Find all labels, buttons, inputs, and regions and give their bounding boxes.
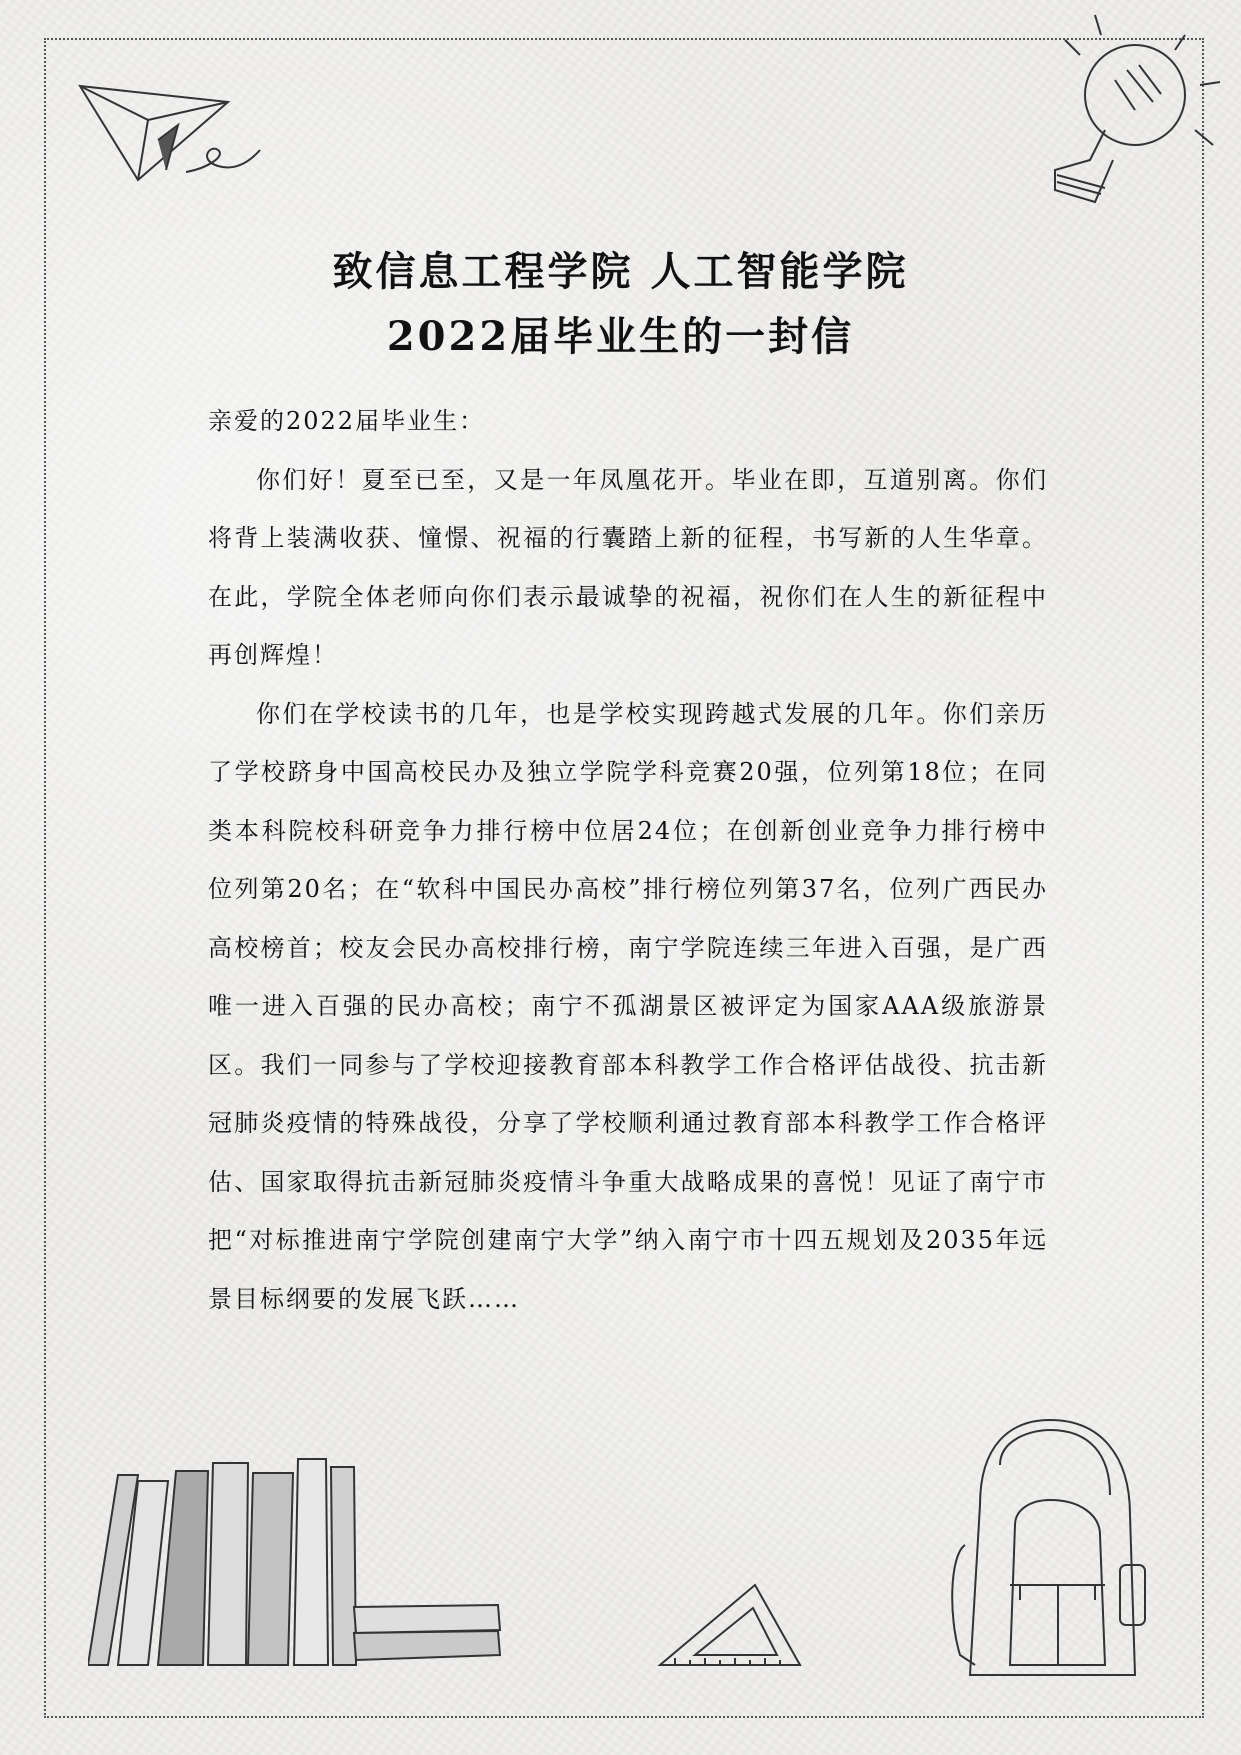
salutation: 亲爱的2022届毕业生： [208, 407, 486, 435]
letter-title-line2: 2022届毕业生的一封信 [386, 313, 855, 360]
books-icon [88, 1455, 508, 1675]
backpack-icon [940, 1415, 1155, 1685]
paragraph-achievements: 你们在学校读书的几年，也是学校实现跨越式发展的几年。你们亲历了学校跻身中国高校民办及独立学院学科竞赛20强，位列第18位；在同类本科院校科研竞争力排行榜中位居24位；在创新创业竞争力排行榜中位列第20名；在“软科中国民办高校”排行榜位列第37名，位列广西民办高校榜首；校友会民办高校排行榜，南宁学院连续三年进入百强，是广西唯一进入百强的民办高校；南宁不孤湖景区被评定为国家AAA级旅游景区。我们一同参与了学校迎接教育部本科教学工作合格评估战役、抗击新冠肺炎疫情的特殊战役，分享了学校顺利通过教育部本科教学工作合格评估、国家取得抗击新冠肺炎疫情斗争重大战略成果的喜悦！见证了南宁市把“对标推进南宁学院创建南宁大学”纳入南宁市十四五规划及2035年远景目标纲要的发展飞跃…… [208, 699, 1048, 1313]
triangle-ruler-icon [655, 1580, 805, 1670]
light-bulb-icon [1035, 10, 1230, 210]
paper-plane-icon [78, 80, 298, 210]
letter-body [208, 392, 1048, 1328]
letter-title-line1: 致信息工程学院 人工智能学院 [332, 248, 909, 295]
paragraph-greeting: 你们好！夏至已至，又是一年凤凰花开。毕业在即，互道别离。你们将背上装满收获、憧憬、祝福的行囊踏上新的征程，书写新的人生华章。在此，学院全体老师向你们表示最诚挚的祝福，祝你们在人生的新征程中再创辉煌！ [208, 465, 1048, 669]
